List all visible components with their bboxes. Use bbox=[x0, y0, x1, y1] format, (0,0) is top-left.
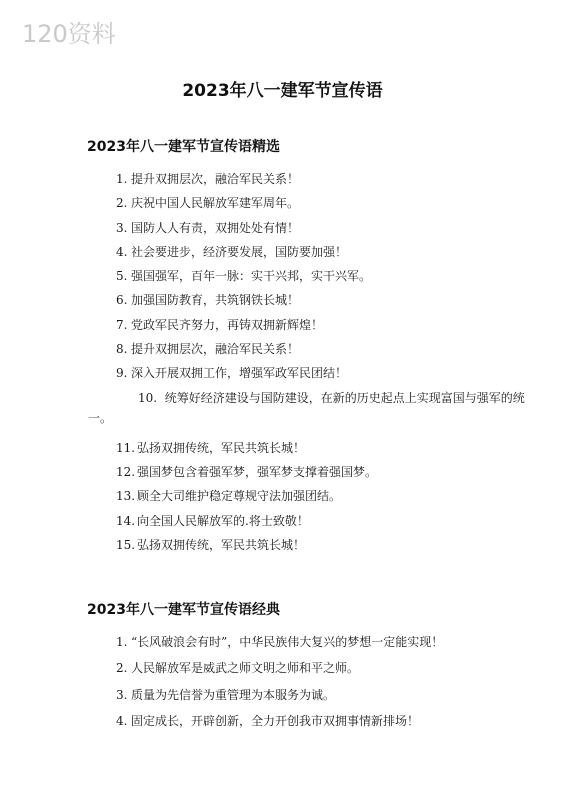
list-item bbox=[0, 220, 565, 244]
section-heading-selected: 2023年八一建军节宣传语精选 bbox=[87, 139, 280, 155]
list-item bbox=[0, 365, 565, 389]
list-item bbox=[0, 171, 565, 195]
item-number: 9. bbox=[116, 366, 128, 381]
list-item bbox=[0, 687, 565, 713]
item-text: 固定成长，开辟创新，全力开创我市双拥事情新排场！ bbox=[131, 713, 420, 728]
item-text: 深入开展双拥工作，增强军政军民团结！ bbox=[131, 366, 348, 381]
list-item bbox=[0, 292, 565, 316]
item-number: 14. bbox=[116, 513, 136, 528]
item-text-wrapped bbox=[88, 388, 525, 428]
section-heading-classic: 2023年八一建军节宣传语经典 bbox=[87, 602, 280, 618]
document-title: 2023年八一建军节宣传语 bbox=[182, 81, 383, 101]
slogan-list-selected bbox=[0, 171, 565, 561]
item-number: 12. bbox=[116, 464, 136, 479]
item-text: 顾全大司维护稳定尊规守法加强团结。 bbox=[137, 489, 342, 504]
list-item bbox=[0, 317, 565, 341]
item-text: 党政军民齐努力，再铸双拥新辉煌！ bbox=[131, 317, 324, 332]
item-number: 10. bbox=[138, 390, 158, 405]
item-number: 5. bbox=[116, 269, 128, 284]
item-text: 强国梦包含着强军梦，强军梦支撑着强国梦。 bbox=[137, 464, 378, 479]
list-item bbox=[0, 634, 565, 660]
item-text: 国防人人有责，双拥处处有情！ bbox=[131, 220, 300, 235]
item-number: 11. bbox=[116, 440, 136, 455]
item-number: 4. bbox=[116, 244, 128, 259]
item-number: 2. bbox=[116, 196, 128, 211]
list-item bbox=[0, 488, 565, 512]
item-number: 15. bbox=[116, 537, 136, 552]
item-text: 庆祝中国人民解放军建军周年。 bbox=[131, 196, 300, 211]
list-item bbox=[0, 440, 565, 464]
list-item bbox=[0, 513, 565, 537]
list-item bbox=[0, 660, 565, 686]
list-item bbox=[0, 341, 565, 365]
slogan-list-classic bbox=[0, 634, 565, 739]
list-item bbox=[0, 268, 565, 292]
list-item bbox=[0, 464, 565, 488]
item-number: 8. bbox=[116, 342, 128, 357]
item-number: 4. bbox=[116, 713, 128, 728]
item-number: 2. bbox=[116, 661, 128, 676]
item-number: 3. bbox=[116, 687, 128, 702]
item-number: 1. bbox=[116, 172, 128, 186]
item-text: 向全国人民解放军的.将士致敬！ bbox=[137, 513, 309, 528]
item-number: 7. bbox=[116, 317, 128, 332]
item-text: 弘扬双拥传统，军民共筑长城！ bbox=[137, 537, 306, 552]
watermark-logo: 120资料 bbox=[22, 20, 116, 48]
item-text: 统筹好经济建设与国防建设，在新的历史起点上实现富国与强军的统一。 bbox=[88, 390, 525, 425]
item-text: 弘扬双拥传统，军民共筑长城！ bbox=[137, 440, 306, 455]
item-text: 提升双拥层次，融洽军民关系！ bbox=[131, 172, 300, 186]
item-text: 加强国防教育，共筑钢铁长城！ bbox=[131, 293, 300, 308]
item-number: 13. bbox=[116, 489, 136, 504]
list-item bbox=[0, 244, 565, 268]
list-item bbox=[0, 537, 565, 561]
list-item bbox=[0, 195, 565, 219]
item-text: 人民解放军是威武之师文明之师和平之师。 bbox=[131, 661, 360, 676]
item-text: 强国强军，百年一脉：实干兴邦，实干兴军。 bbox=[131, 269, 372, 284]
item-text: “长风破浪会有时”，中华民族伟大复兴的梦想一定能实现！ bbox=[131, 635, 444, 649]
item-number: 6. bbox=[116, 293, 128, 308]
item-text: 提升双拥层次，融洽军民关系！ bbox=[131, 342, 300, 357]
item-text: 社会要进步，经济要发展，国防要加强！ bbox=[131, 244, 348, 259]
item-number: 1. bbox=[116, 635, 128, 649]
list-item bbox=[0, 390, 565, 440]
list-item bbox=[0, 713, 565, 739]
item-number: 3. bbox=[116, 220, 128, 235]
item-text: 质量为先信誉为重管理为本服务为诚。 bbox=[131, 687, 336, 702]
